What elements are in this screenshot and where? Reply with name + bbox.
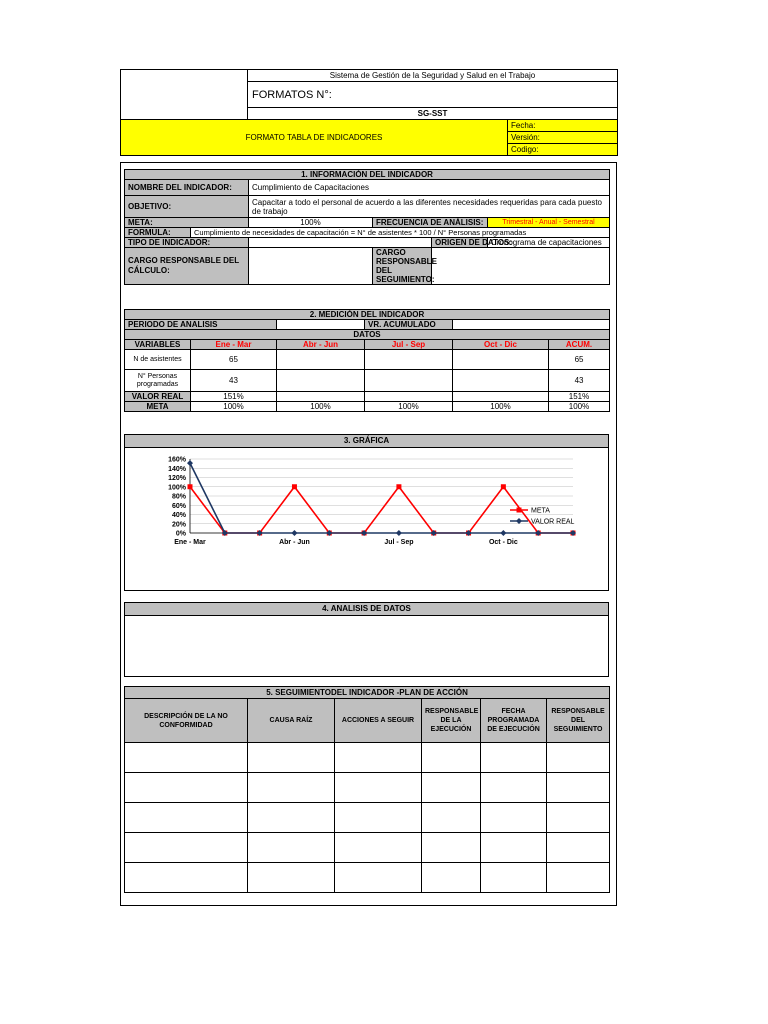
row-value: 151%: [549, 392, 610, 402]
table-cell[interactable]: [547, 743, 610, 773]
x-tick-label: Ene - Mar: [174, 539, 206, 546]
table-cell[interactable]: [335, 743, 422, 773]
data-point: [188, 484, 193, 489]
row-value: 100%: [277, 402, 365, 412]
legend-label: META: [531, 507, 550, 515]
frecuencia-label: FRECUENCIA DE ANÁLISIS:: [373, 218, 488, 228]
row-value: 100%: [549, 402, 610, 412]
row-value: [277, 392, 365, 402]
table-cell[interactable]: [248, 743, 335, 773]
table-cell[interactable]: [481, 833, 547, 863]
table-cell[interactable]: [248, 803, 335, 833]
document-header: [120, 69, 618, 156]
data-point: [187, 460, 193, 466]
table-cell[interactable]: [481, 863, 547, 893]
column-header: RESPONSABLE DEL SEGUIMIENTO: [547, 699, 610, 743]
row-value: [453, 392, 549, 402]
variables-label: VARIABLES: [125, 340, 191, 350]
row-value: 100%: [453, 402, 549, 412]
table-row: [125, 773, 610, 803]
table-cell[interactable]: [125, 803, 248, 833]
info-section-title: 1. INFORMACIÓN DEL INDICADOR: [125, 170, 610, 180]
objetivo-label: OBJETIVO:: [125, 196, 249, 218]
column-header: CAUSA RAÍZ: [248, 699, 335, 743]
table-cell[interactable]: [422, 863, 481, 893]
table-cell[interactable]: [481, 803, 547, 833]
row-value: 43: [549, 370, 610, 392]
row-value: 65: [191, 350, 277, 370]
data-point: [396, 530, 402, 536]
table-cell[interactable]: [547, 773, 610, 803]
y-tick-label: 60%: [171, 502, 186, 510]
legend-marker: [516, 518, 522, 524]
analysis-section-title: 4. ANALISIS DE DATOS: [125, 603, 608, 616]
table-cell[interactable]: [335, 773, 422, 803]
cargo-calculo-label: CARGO RESPONSABLE DEL CÁLCULO:: [125, 248, 249, 285]
format-code: SG-SST: [248, 108, 618, 120]
table-cell[interactable]: [125, 743, 248, 773]
nombre-label: NOMBRE DEL INDICADOR:: [125, 180, 249, 196]
row-value: 151%: [191, 392, 277, 402]
period-header: Abr - Jun: [277, 340, 365, 350]
analysis-text-area[interactable]: [125, 616, 608, 676]
periodo-value: [277, 320, 365, 330]
meta-value: 100%: [249, 218, 373, 228]
x-tick-label: Abr - Jun: [279, 539, 310, 546]
action-plan-section-title: 5. SEGUIMIENTODEL INDICADOR -PLAN DE ACCIÓN: [125, 687, 610, 699]
cargo-seguimiento-value: [432, 248, 610, 285]
measurement-table: [124, 309, 610, 412]
table-cell[interactable]: [481, 773, 547, 803]
data-point: [396, 484, 401, 489]
formula-label: FORMULA:: [125, 228, 191, 238]
row-value: 43: [191, 370, 277, 392]
period-header: Oct - Dic: [453, 340, 549, 350]
row-value: 100%: [191, 402, 277, 412]
table-cell[interactable]: [422, 833, 481, 863]
row-label: N° Personas programadas: [125, 370, 191, 392]
period-header: Jul - Sep: [365, 340, 453, 350]
frecuencia-value: Trimestral - Anual - Semestral: [488, 218, 610, 228]
row-value: [365, 350, 453, 370]
chart-section-title: 3. GRÁFICA: [125, 435, 608, 448]
acumulado-label: VR. ACUMULADO: [365, 320, 453, 330]
origen-value: Cronograma de capacitaciones: [488, 238, 610, 248]
table-cell[interactable]: [481, 743, 547, 773]
period-header: ACUM.: [549, 340, 610, 350]
table-row: [125, 743, 610, 773]
objetivo-value: Capacitar a todo el personal de acuerdo a las diferentes necesidades requeridas para cada puesto de trabajo: [249, 196, 610, 218]
table-cell[interactable]: [547, 863, 610, 893]
row-value: [453, 350, 549, 370]
table-cell[interactable]: [335, 833, 422, 863]
table-cell[interactable]: [547, 803, 610, 833]
table-cell[interactable]: [547, 833, 610, 863]
action-plan-table: [124, 686, 610, 893]
table-cell[interactable]: [422, 803, 481, 833]
y-tick-label: 100%: [168, 484, 186, 492]
table-cell[interactable]: [422, 773, 481, 803]
analysis-box: [124, 602, 609, 677]
legend-label: VALOR REAL: [531, 518, 575, 526]
column-header: FECHA PROGRAMADA DE EJECUCIÓN: [481, 699, 547, 743]
y-tick-label: 140%: [168, 465, 186, 473]
datos-label: DATOS: [125, 330, 610, 340]
system-title: Sistema de Gestión de la Seguridad y Salud en el Trabajo: [248, 70, 618, 82]
table-cell[interactable]: [335, 863, 422, 893]
table-row: [125, 803, 610, 833]
row-value: 65: [549, 350, 610, 370]
row-value: [365, 392, 453, 402]
codigo-label: Codigo:: [508, 144, 618, 156]
table-cell[interactable]: [248, 863, 335, 893]
cargo-seguimiento-label: CARGO RESPONSABLE DEL SEGUIMIENTO:: [373, 248, 432, 285]
table-cell[interactable]: [248, 773, 335, 803]
y-tick-label: 120%: [168, 475, 186, 482]
x-tick-label: Oct - Dic: [488, 539, 518, 546]
row-value: 100%: [365, 402, 453, 412]
y-tick-label: 20%: [171, 521, 186, 529]
table-cell[interactable]: [125, 773, 248, 803]
series-line-valor-real: [190, 463, 573, 533]
y-tick-label: 0%: [175, 530, 186, 538]
data-point: [292, 484, 297, 489]
y-tick-label: 160%: [168, 456, 186, 464]
row-label: VALOR REAL: [125, 392, 191, 402]
row-value: [277, 350, 365, 370]
formula-value: Cumplimiento de necesidades de capacitación = N° de asistentes * 100 / N° Personas programadas: [191, 228, 610, 238]
table-cell[interactable]: [248, 833, 335, 863]
nombre-value: Cumplimiento de Capacitaciones: [249, 180, 610, 196]
row-value: [453, 370, 549, 392]
row-value: [365, 370, 453, 392]
tipo-value: [249, 238, 432, 248]
legend-marker: [517, 508, 522, 513]
x-tick-label: Jul - Sep: [384, 539, 414, 546]
formatos-label: FORMATOS N°:: [248, 82, 618, 108]
period-header: Ene - Mar: [191, 340, 277, 350]
indicator-chart: [125, 448, 608, 590]
y-tick-label: 80%: [171, 493, 186, 501]
fecha-label: Fecha:: [508, 120, 618, 132]
table-row: [125, 863, 610, 893]
version-label: Versión:: [508, 132, 618, 144]
indicator-info-table: [124, 169, 610, 285]
format-title: FORMATO TABLA DE INDICADORES: [121, 120, 508, 156]
table-cell[interactable]: [422, 743, 481, 773]
table-cell[interactable]: [125, 833, 248, 863]
table-row: [125, 833, 610, 863]
origen-label: ORIGEN DE DATOS:: [432, 238, 488, 248]
data-point: [501, 484, 506, 489]
cargo-calculo-value: [249, 248, 373, 285]
column-header: DESCRIPCIÓN DE LA NO CONFORMIDAD: [125, 699, 248, 743]
y-tick-label: 40%: [171, 512, 186, 519]
measurement-section-title: 2. MEDICIÓN DEL INDICADOR: [125, 310, 610, 320]
table-cell[interactable]: [335, 803, 422, 833]
row-label: META: [125, 402, 191, 412]
table-cell[interactable]: [125, 863, 248, 893]
meta-label: META:: [125, 218, 249, 228]
periodo-label: PERIODO DE ANALISIS: [125, 320, 277, 330]
column-header: RESPONSABLE DE LA EJECUCIÓN: [422, 699, 481, 743]
column-header: ACCIONES A SEGUIR: [335, 699, 422, 743]
chart-box: [124, 434, 609, 591]
row-label: N de asistentes: [125, 350, 191, 370]
logo-cell: [121, 70, 248, 120]
data-point: [291, 530, 297, 536]
acumulado-value: [453, 320, 610, 330]
data-point: [500, 530, 506, 536]
row-value: [277, 370, 365, 392]
tipo-label: TIPO DE INDICADOR:: [125, 238, 249, 248]
